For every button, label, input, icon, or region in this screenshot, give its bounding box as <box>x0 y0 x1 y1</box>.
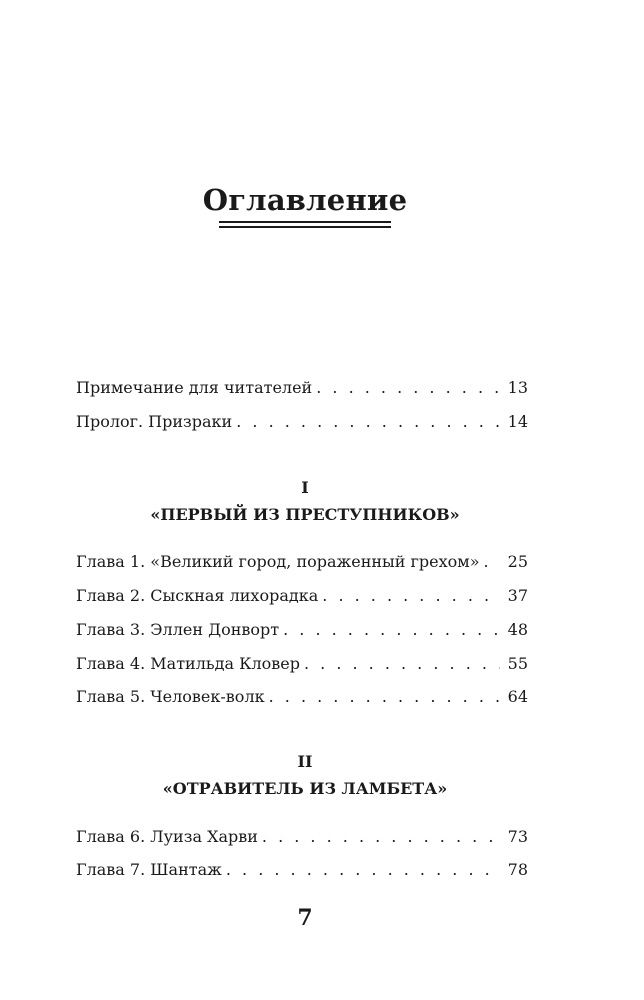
page-title: Оглавление <box>202 183 408 217</box>
toc-entry-label: Глава 1. «Великий город, пораженный грехом» <box>76 552 480 571</box>
toc-entry-label: Глава 5. Человек-волк <box>76 687 265 706</box>
part-numeral: II <box>297 752 313 771</box>
toc-entry-label: Глава 7. Шантаж <box>76 860 222 879</box>
dot-leader <box>322 584 500 608</box>
toc-entry-chapter-5[interactable] <box>76 685 528 709</box>
part-title[interactable]: «ПЕРВЫЙ ИЗ ПРЕСТУПНИКОВ» <box>150 505 460 524</box>
toc-entry-label: Глава 4. Матильда Кловер <box>76 654 300 673</box>
dot-leader <box>304 652 500 676</box>
toc-entry-page: 25 <box>507 552 528 571</box>
toc-entry-page: 37 <box>507 586 528 605</box>
dot-leader <box>236 410 500 434</box>
toc-entry-notes[interactable] <box>76 376 528 400</box>
toc-entry-chapter-7[interactable] <box>76 858 528 882</box>
toc-entry-chapter-4[interactable] <box>76 652 528 676</box>
toc-entry-page: 13 <box>507 378 528 397</box>
toc-entry-page: 64 <box>507 687 528 706</box>
toc-entry-chapter-3[interactable] <box>76 618 528 642</box>
toc-entry-label: Глава 6. Луиза Харви <box>76 827 258 846</box>
dot-leader <box>316 376 500 400</box>
toc-entry-page: 78 <box>507 860 528 879</box>
toc-entry-page: 48 <box>507 620 528 639</box>
toc-entry-chapter-1[interactable] <box>76 550 528 574</box>
title-underline-top <box>219 221 391 223</box>
toc-entry-label: Пролог. Призраки <box>76 412 233 431</box>
toc-entry-page: 73 <box>507 827 528 846</box>
part-title[interactable]: «ОТРАВИТЕЛЬ ИЗ ЛАМБЕТА» <box>162 779 448 798</box>
toc-entry-chapter-6[interactable] <box>76 825 528 849</box>
dot-leader <box>269 685 500 709</box>
toc-entry-chapter-2[interactable] <box>76 584 528 608</box>
dot-leader <box>484 550 500 574</box>
toc-entry-label: Глава 3. Эллен Донворт <box>76 620 280 639</box>
toc-entry-label: Глава 2. Сыскная лихорадка <box>76 586 319 605</box>
dot-leader <box>226 858 500 882</box>
toc-entry-prologue[interactable] <box>76 410 528 434</box>
dot-leader <box>262 825 500 849</box>
page-number: 7 <box>297 905 313 931</box>
toc-entry-page: 55 <box>507 654 528 673</box>
toc-entry-label: Примечание для читателей <box>76 378 313 397</box>
part-numeral: I <box>301 478 309 497</box>
toc-entry-page: 14 <box>507 412 528 431</box>
dot-leader <box>283 618 500 642</box>
title-underline-bottom <box>219 226 391 228</box>
